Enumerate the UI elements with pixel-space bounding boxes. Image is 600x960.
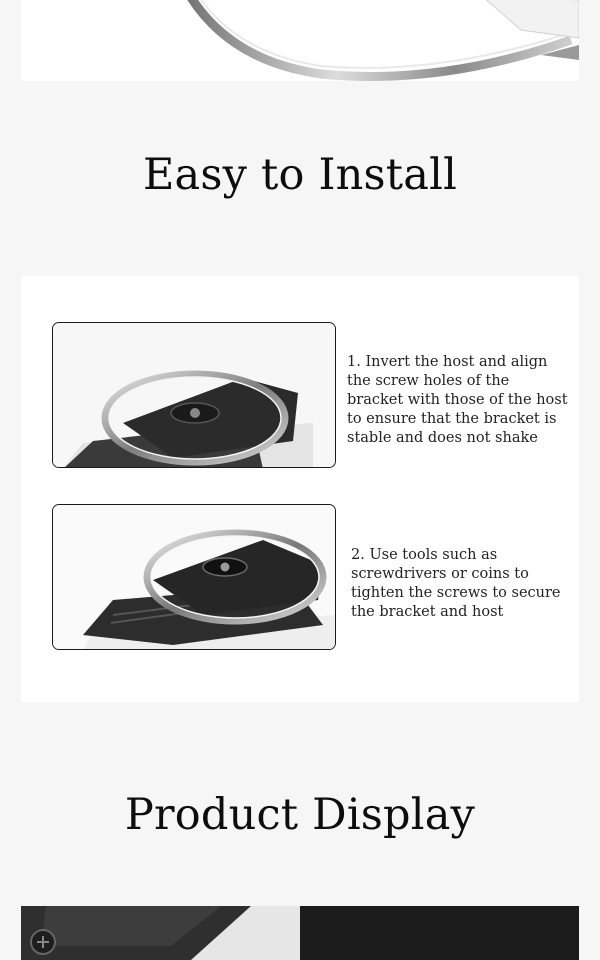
product-display-image-right (300, 906, 579, 960)
install-steps-card (21, 276, 579, 702)
product-display-image-left (21, 906, 300, 960)
step-1-photo (52, 322, 336, 468)
bracket-alignment-photo-icon (53, 323, 336, 468)
product-photo-icon (21, 906, 300, 960)
top-product-image (21, 0, 579, 81)
step-2-photo (52, 504, 336, 650)
chrome-ring-image (21, 0, 579, 81)
step-2-text: 2. Use tools such as screwdrivers or coins to tighten the screws to secure the bracket and host (351, 547, 561, 620)
bracket-tightening-photo-icon (53, 505, 336, 650)
install-section-title: Easy to Install (142, 150, 458, 200)
display-section-title: Product Display (124, 790, 476, 840)
step-1-text: 1. Invert the host and align the screw holes of the bracket with those of the host to ensure that the bracket is stable and does not shake (347, 354, 568, 446)
